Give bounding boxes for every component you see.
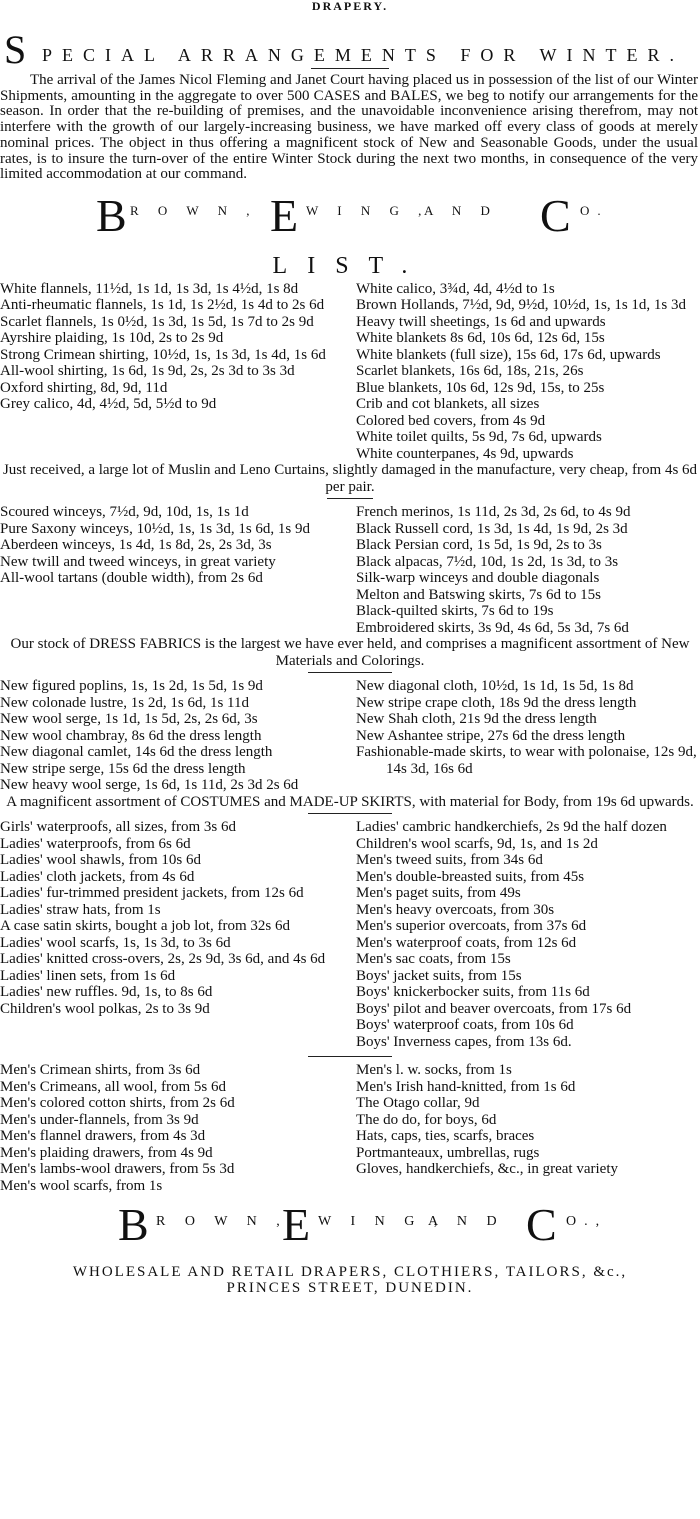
list-item: Ladies' cloth jackets, from 4s 6d (0, 868, 195, 885)
section-household-left (0, 281, 350, 463)
list-item: Men's waterproof coats, from 12s 6d (356, 934, 577, 951)
list-item: Portmanteaux, umbrellas, rugs (356, 1144, 540, 1161)
list-item: New diagonal camlet, 14s 6d the dress length (0, 744, 273, 761)
list-item: Scarlet flannels, 1s 0½d, 1s 3d, 1s 5d, 1s 7d to 2s 9d (0, 313, 314, 330)
firm-name-bottom (0, 1199, 700, 1264)
section-winceys (0, 504, 700, 636)
section-mens (0, 1062, 700, 1194)
list-item: Brown Hollands, 7½d, 9d, 9½d, 10½d, 1s, 1s 1d, 1s 3d (356, 297, 687, 314)
list-item: Black Russell cord, 1s 3d, 1s 4d, 1s 9d, 2s 3d (356, 520, 628, 537)
list-item: Gloves, handkerchiefs, &c., in great variety (356, 1161, 618, 1178)
list-item: Ladies' linen sets, from 1s 6d (0, 967, 176, 984)
list-item: Ladies' cambric handkerchiefs, 2s 9d the half dozen (356, 819, 667, 836)
list-item: Colored bed covers, from 4s 9d (356, 412, 546, 429)
list-item: Men's under-flannels, from 3s 9d (0, 1111, 199, 1128)
list-item: Embroidered skirts, 3s 9d, 4s 6d, 5s 3d, 7s 6d (356, 619, 629, 636)
list-item: Black-quilted skirts, 7s 6d to 19s (356, 603, 554, 620)
costumes-note: A magnificent assortment of COSTUMES and MADE-UP SKIRTS, with material for Body, from 19s 6d upwards. (6, 793, 694, 810)
headline-initial: S (4, 27, 27, 72)
list-item: All-wool shirting, 1s 6d, 1s 9d, 2s, 2s 3d to 3s 3d (0, 363, 295, 380)
list-item: Girls' waterproofs, all sizes, from 3s 6d (0, 819, 236, 836)
list-item: Heavy twill sheetings, 1s 6d and upwards (356, 313, 606, 330)
list-item: Men's double-breasted suits, from 45s (356, 868, 585, 885)
firm-initial-e: E (282, 1199, 311, 1251)
list-item: Men's Crimeans, all wool, from 5s 6d (0, 1078, 227, 1095)
list-item: Ladies' straw hats, from 1s (0, 901, 161, 918)
list-item: Blue blankets, 10s 6d, 12s 9d, 15s, to 25s (356, 379, 605, 396)
list-item: New heavy wool serge, 1s 6d, 1s 11d, 2s 3d 2s 6d (0, 777, 299, 794)
list-item: Melton and Batswing skirts, 7s 6d to 15s (356, 586, 602, 603)
list-item: Scarlet blankets, 16s 6d, 18s, 21s, 26s (356, 363, 584, 380)
firm-word-wing: W I N G , (318, 1214, 446, 1230)
list-item: Black Persian cord, 1s 5d, 1s 9d, 2s to 3s (356, 537, 602, 554)
list-item: Ladies' waterproofs, from 6s 6d (0, 835, 191, 852)
list-item: Boys' Inverness capes, from 13s 6d. (356, 1033, 572, 1050)
section-dress-left (0, 678, 350, 794)
section-winceys-right (356, 504, 700, 636)
list-item: New stripe serge, 15s 6d the dress length (0, 760, 246, 777)
firm-word-o: O. (580, 202, 609, 218)
section-divider (327, 498, 373, 499)
list-item: White blankets (full size), 15s 6d, 17s 6d, upwards (356, 346, 661, 363)
list-item: Grey calico, 4d, 4½d, 5d, 5½d to 9d (0, 396, 217, 413)
list-item: Men's paget suits, from 49s (356, 885, 521, 902)
firm-word-rown: R O W N , (130, 202, 258, 218)
headline (0, 26, 700, 72)
curtains-note: Just received, a large lot of Muslin and Leno Curtains, slightly damaged in the manufacture, very cheap, from 4s 6d per pair. (2, 462, 698, 495)
firm-word-and: A N D (424, 202, 498, 218)
intro-paragraph: The arrival of the James Nicol Fleming and Janet Court having placed us in possession of the list of our Winter Shipments, amounting in the aggregate to over 500 CASES and BALES, we beg to notify our arrangements for the season. In order that the re-building of premises, and the unavoidable inconvenience arising therefrom, may not interfere with the growth of our largely-increasing business, we have marked off every class of goods at merely nominal prices. The object in thus offering a magnificent stock of New and Seasonable Goods, under the usual rates, is to insure the turn-over of the entire Winter Stock during the next two months, in consequence of the very limited accommodation at our command. (0, 72, 698, 183)
list-item: Ladies' new ruffles. 9d, 1s, to 8s 6d (0, 984, 213, 1001)
headline-rule (311, 68, 389, 69)
list-item: Ladies' fur-trimmed president jackets, from 12s 6d (0, 885, 304, 902)
section-divider (308, 813, 392, 814)
list-item: Boys' waterproof coats, from 10s 6d (356, 1017, 574, 1034)
list-item: White counterpanes, 4s 9d, upwards (356, 445, 574, 462)
section-household (0, 281, 700, 463)
list-item: Boys' knickerbocker suits, from 11s 6d (356, 984, 590, 1001)
list-item: Ladies' wool shawls, from 10s 6d (0, 852, 202, 869)
list-item: Ayrshire plaiding, 1s 10d, 2s to 2s 9d (0, 330, 224, 347)
list-item: Silk-warp winceys and double diagonals (356, 570, 600, 587)
list-item: New Shah cloth, 21s 9d the dress length (356, 711, 597, 728)
list-item: Black alpacas, 7½d, 10d, 1s 2d, 1s 3d, to 3s (356, 553, 619, 570)
list-item: Men's lambs-wool drawers, from 5s 3d (0, 1161, 235, 1178)
list-item: Pure Saxony winceys, 10½d, 1s, 1s 3d, 1s 6d, 1s 9d (0, 520, 310, 537)
list-item: New diagonal cloth, 10½d, 1s 1d, 1s 5d, 1s 8d (356, 678, 634, 695)
list-item: Scoured winceys, 7½d, 9d, 10d, 1s, 1s 1d (0, 504, 249, 521)
list-item: Fashionable-made skirts, to wear with polonaise, 12s 9d, 14s 3d, 16s 6d (356, 744, 697, 777)
list-item: New wool serge, 1s 1d, 1s 5d, 2s, 2s 6d, 3s (0, 711, 258, 728)
business-address: PRINCES STREET, DUNEDIN. (226, 1280, 474, 1297)
section-divider (308, 672, 392, 673)
section-clothing (0, 819, 700, 1050)
list-item: Boys' pilot and beaver overcoats, from 17s 6d (356, 1000, 632, 1017)
list-item: Strong Crimean shirting, 10½d, 1s, 1s 3d, 1s 4d, 1s 6d (0, 346, 326, 363)
headline-text: PECIAL ARRANGEMENTS FOR WINTER. (42, 45, 685, 65)
list-item: Oxford shirting, 8d, 9d, 11d (0, 379, 168, 396)
list-item: Men's wool scarfs, from 1s (0, 1177, 163, 1194)
dress-fabrics-note: Our stock of DRESS FABRICS is the largest we have ever held, and comprises a magnificent assortment of New Materials and Colorings. (10, 636, 690, 669)
list-item: The do do, for boys, 6d (356, 1111, 497, 1128)
list-item: Crib and cot blankets, all sizes (356, 396, 540, 413)
firm-word-o: O., (566, 1214, 608, 1230)
firm-name-top (0, 187, 700, 247)
list-item: Men's sac coats, from 15s (356, 951, 511, 968)
list-item: Children's wool polkas, 2s to 3s 9d (0, 1000, 210, 1017)
list-item: Men's l. w. socks, from 1s (356, 1062, 512, 1079)
list-item: Men's Irish hand-knitted, from 1s 6d (356, 1078, 576, 1095)
list-item: Men's colored cotton shirts, from 2s 6d (0, 1095, 235, 1112)
list-item: White toilet quilts, 5s 9d, 7s 6d, upwards (356, 429, 602, 446)
list-item: The Otago collar, 9d (356, 1095, 480, 1112)
list-item: Men's Crimean shirts, from 3s 6d (0, 1062, 201, 1079)
list-item: All-wool tartans (double width), from 2s 6d (0, 570, 263, 587)
section-dress-right (356, 678, 700, 794)
list-item: Men's superior overcoats, from 37s 6d (356, 918, 587, 935)
section-mens-left (0, 1062, 350, 1194)
firm-initial-b: B (96, 189, 127, 241)
list-item: New stripe crape cloth, 18s 9d the dress length (356, 694, 637, 711)
section-winceys-left (0, 504, 350, 636)
list-item: Anti-rheumatic flannels, 1s 1d, 1s 2½d, 1s 4d to 2s 6d (0, 297, 325, 314)
list-item: A case satin skirts, bought a job lot, from 32s 6d (0, 918, 290, 935)
list-item: New colonade lustre, 1s 2d, 1s 6d, 1s 11d (0, 694, 249, 711)
firm-initial-c: C (526, 1199, 557, 1251)
section-mens-right (356, 1062, 700, 1194)
list-item: Aberdeen winceys, 1s 4d, 1s 8d, 2s, 2s 3d, 3s (0, 537, 272, 554)
list-item: Boys' jacket suits, from 15s (356, 967, 522, 984)
list-item: Men's flannel drawers, from 4s 3d (0, 1128, 206, 1145)
list-item: Men's tweed suits, from 34s 6d (356, 852, 543, 869)
list-item: Ladies' wool scarfs, 1s, 1s 3d, to 3s 6d (0, 934, 231, 951)
section-clothing-left (0, 819, 350, 1050)
section-clothing-right (356, 819, 700, 1050)
list-item: White flannels, 11½d, 1s 1d, 1s 3d, 1s 4½d, 1s 8d (0, 280, 299, 297)
list-item: French merinos, 1s 11d, 2s 3d, 2s 6d, to 4s 9d (356, 504, 631, 521)
list-item: White blankets 8s 6d, 10s 6d, 12s 6d, 15s (356, 330, 605, 347)
list-item: Ladies' knitted cross-overs, 2s, 2s 9d, 3s 6d, and 4s 6d (0, 951, 326, 968)
list-item: New wool chambray, 8s 6d the dress length (0, 727, 262, 744)
list-item: Children's wool scarfs, 9d, 1s, and 1s 2d (356, 835, 598, 852)
list-item: White calico, 3¾d, 4d, 4½d to 1s (356, 280, 555, 297)
firm-initial-e: E (270, 189, 299, 241)
page-header: DRAPERY. (311, 0, 389, 13)
list-item: New Ashantee stripe, 27s 6d the dress length (356, 727, 626, 744)
section-divider (308, 1056, 392, 1057)
list-item: Men's plaiding drawers, from 4s 9d (0, 1144, 213, 1161)
firm-word-rown: R O W N , (156, 1214, 288, 1230)
business-description: WHOLESALE AND RETAIL DRAPERS, CLOTHIERS, TAILORS, &c., (72, 1264, 628, 1281)
list-heading: LIST. (272, 252, 428, 279)
list-item: Hats, caps, ties, scarfs, braces (356, 1128, 535, 1145)
section-dress (0, 678, 700, 794)
firm-initial-b: B (118, 1199, 149, 1251)
firm-word-and: A N D (428, 1214, 505, 1230)
firm-initial-c: C (540, 189, 571, 241)
list-item: New twill and tweed winceys, in great variety (0, 553, 276, 570)
firm-word-wing: W I N G , (306, 202, 430, 218)
section-household-right (356, 281, 700, 463)
list-item: Men's heavy overcoats, from 30s (356, 901, 555, 918)
list-item: New figured poplins, 1s, 1s 2d, 1s 5d, 1s 9d (0, 678, 263, 695)
